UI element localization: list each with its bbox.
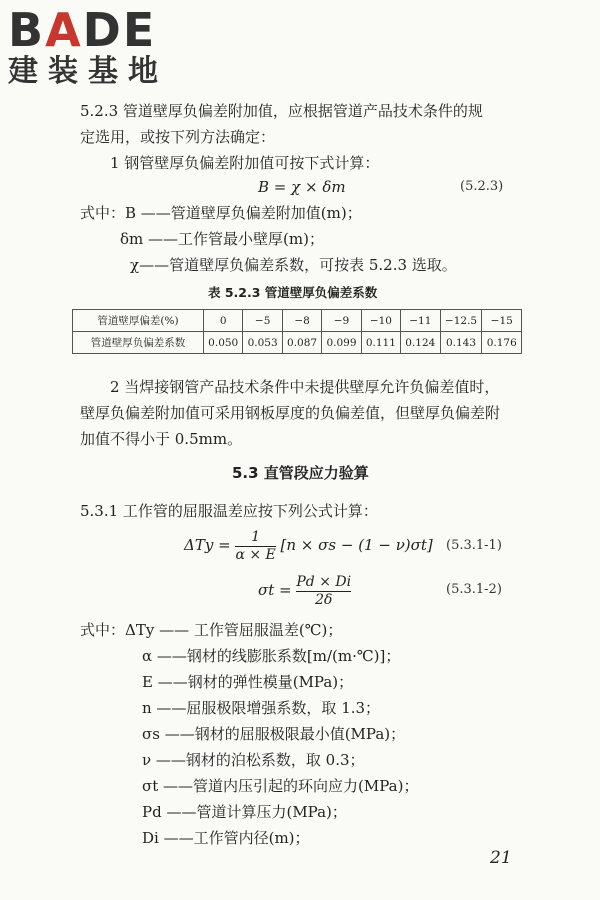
formula-5-3-1-1 — [184, 527, 433, 564]
denominator: 2δ — [296, 591, 351, 609]
item-2-line2: 壁厚负偏差附加值可采用钢板厚度的负偏差值，但壁厚负偏差附 — [80, 404, 501, 422]
item-1-text: 1 钢管壁厚负偏差附加值可按下式计算： — [110, 154, 380, 172]
item-2-line1: 2 当焊接钢管产品技术条件中未提供壁厚允许负偏差值时， — [110, 378, 500, 396]
where-b: 式中：B ——管道壁厚负偏差附加值(m)； — [80, 204, 362, 222]
table-row — [73, 310, 522, 332]
logo-subtitle: 建装基地 — [8, 54, 168, 89]
where-chi: χ——管道壁厚负偏差系数，可按表 5.2.3 选取。 — [130, 256, 457, 274]
table-cell: −12.5 — [440, 310, 482, 332]
table-row-label: 管道壁厚偏差(%) — [73, 310, 204, 332]
clause-5-2-3-line1: 5.2.3 管道壁厚负偏差附加值，应根据管道产品技术条件的规 — [80, 102, 483, 120]
formula-bracket: [n × σs − (1 − ν)σt] — [280, 536, 433, 554]
table-cell: 0 — [204, 310, 243, 332]
section-5-3-title: 5.3 直管段应力验算 — [232, 464, 369, 482]
table-cell: −10 — [361, 310, 400, 332]
formula-5-2-3-number: (5.2.3) — [460, 179, 504, 194]
coefficient-table — [72, 309, 522, 354]
where-di: Di ——工作管内径(m)； — [142, 829, 310, 847]
where-sigma-s: σs ——钢材的屈服极限最小值(MPa)； — [142, 725, 406, 743]
formula-5-3-1-1-number: (5.3.1-1) — [446, 538, 502, 553]
bade-logo — [8, 3, 168, 90]
formula-5-3-1-2-number: (5.3.1-2) — [446, 582, 502, 597]
table-cell: 0.050 — [204, 332, 243, 354]
table-row — [73, 332, 522, 354]
logo-wordmark: BADE — [8, 3, 157, 57]
table-cell: 0.099 — [322, 332, 361, 354]
formula-lhs: ΔTy = — [184, 536, 231, 554]
where-alpha: α ——钢材的线膨胀系数[m/(m·℃)]； — [142, 647, 401, 665]
where-e: E ——钢材的弹性模量(MPa)； — [142, 673, 354, 691]
where-n: n ——屈服极限增强系数，取 1.3； — [142, 699, 381, 717]
table-cell: −15 — [482, 310, 522, 332]
item-2-line3: 加值不得小于 0.5mm。 — [80, 430, 243, 448]
table-cell: −9 — [322, 310, 361, 332]
where-nu: ν ——钢材的泊松系数，取 0.3； — [142, 751, 365, 769]
table-caption: 表 5.2.3 管道壁厚负偏差系数 — [208, 285, 378, 300]
table-cell: 0.176 — [482, 332, 522, 354]
page-number: 21 — [490, 848, 512, 868]
formula-fraction — [235, 529, 275, 564]
formula-5-3-1-2 — [258, 572, 351, 609]
table-row-label: 管道壁厚负偏差系数 — [73, 332, 204, 354]
formula-5-2-3: B = χ × δm — [258, 178, 346, 196]
table-cell: 0.111 — [361, 332, 400, 354]
where-delta-m: δm ——工作管最小壁厚(m)； — [120, 230, 324, 248]
table-cell: 0.124 — [401, 332, 440, 354]
numerator: 1 — [251, 528, 261, 545]
clause-5-2-3-line2: 定选用，或按下列方法确定： — [80, 128, 276, 146]
table-cell: 0.087 — [282, 332, 321, 354]
table-cell: 0.053 — [243, 332, 282, 354]
formula-lhs: σt = — [258, 581, 292, 599]
numerator: Pd × Di — [296, 573, 352, 590]
table-cell: −11 — [401, 310, 440, 332]
clause-5-3-1-line1: 5.3.1 工作管的屈服温差应按下列公式计算： — [80, 502, 378, 520]
where-sigma-t: σt ——管道内压引起的环向应力(MPa)； — [142, 777, 419, 795]
table-cell: −5 — [243, 310, 282, 332]
table-cell: 0.143 — [440, 332, 482, 354]
where-pd: Pd ——管道计算压力(MPa)； — [142, 803, 347, 821]
formula-fraction — [296, 574, 351, 609]
table-cell: −8 — [282, 310, 321, 332]
denominator: α × E — [235, 546, 276, 563]
where-delta-ty: 式中：ΔTy —— 工作管屈服温差(℃)； — [80, 621, 343, 639]
